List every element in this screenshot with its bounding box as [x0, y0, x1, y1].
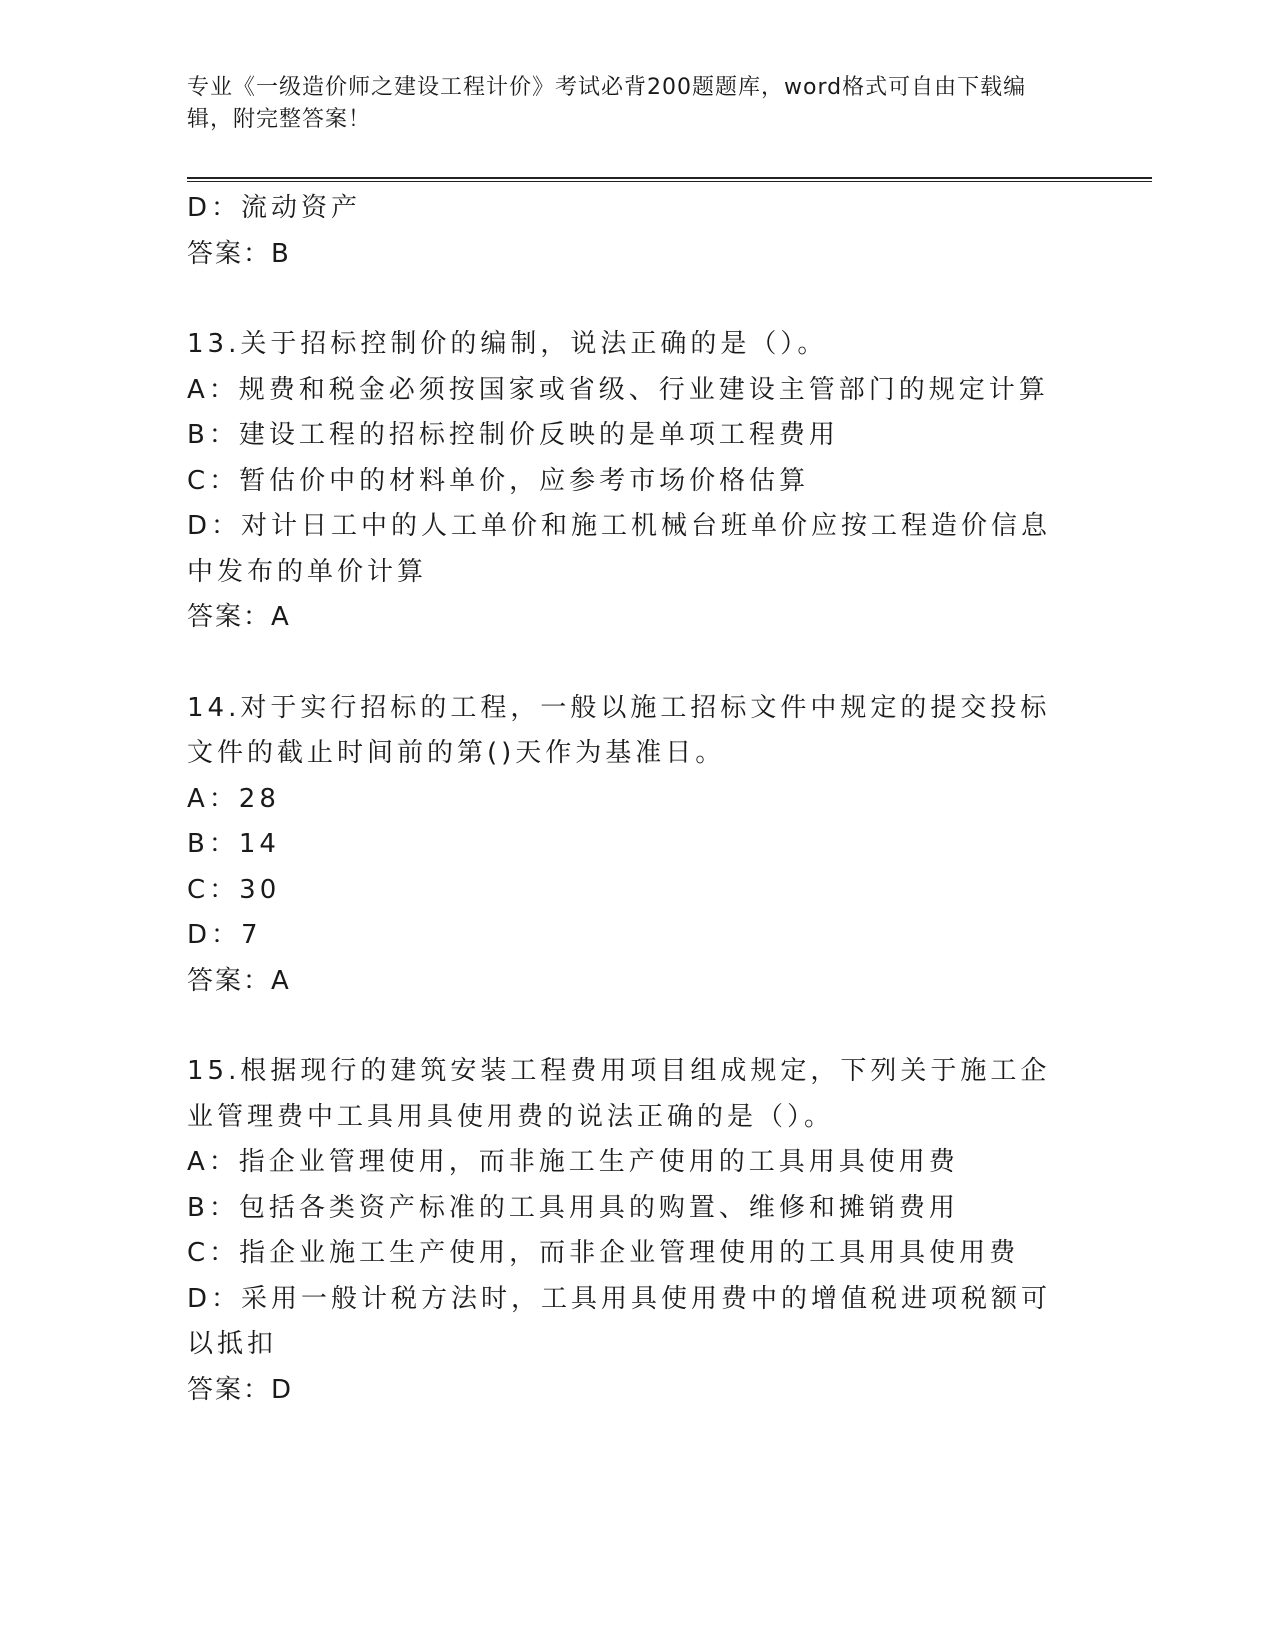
question-stem: 15.根据现行的建筑安装工程费用项目组成规定，下列关于施工企业管理费中工具用具使用费的说法正确的是（）。	[187, 1056, 1051, 1132]
option-d: D：7	[187, 920, 262, 950]
option-a: A：指企业管理使用，而非施工生产使用的工具用具使用费	[187, 1147, 959, 1177]
option-c: C：指企业施工生产使用，而非企业管理使用的工具用具使用费	[187, 1238, 1020, 1268]
option-a: A：规费和税金必须按国家或省级、行业建设主管部门的规定计算	[187, 374, 1049, 405]
question-14	[187, 686, 1067, 1005]
question-stem: 14.对于实行招标的工程，一般以施工招标文件中规定的提交投标文件的截止时间前的第()天作为基准日。	[187, 692, 1051, 768]
option-b: B：建设工程的招标控制价反映的是单项工程费用	[187, 420, 839, 450]
document-header: 专业《一级造价师之建设工程计价》考试必背200题题库，word格式可自由下载编辑，附完整答案！	[187, 75, 1027, 132]
option-c: C：30	[187, 874, 281, 905]
answer-line: 答案：D	[187, 1374, 294, 1405]
option-b: B：包括各类资产标准的工具用具的购置、维修和摊销费用	[187, 1192, 959, 1223]
option-a: A：28	[187, 783, 280, 814]
option-d: D：对计日工中的人工单价和施工机械台班单价应按工程造价信息中发布的单价计算	[187, 511, 1052, 587]
header-divider	[187, 177, 1152, 182]
answer-line: 答案：A	[187, 965, 291, 996]
option-c: C：暂估价中的材料单价，应参考市场价格估算	[187, 465, 810, 496]
option-d: D：流动资产	[187, 193, 362, 223]
option-d: D：采用一般计税方法时，工具用具使用费中的增值税进项税额可以抵扣	[187, 1283, 1052, 1359]
question-13	[187, 322, 1067, 641]
option-b: B：14	[187, 829, 280, 859]
answer-line: 答案：B	[187, 238, 291, 269]
question-15	[187, 1049, 1067, 1413]
document-body	[187, 186, 1067, 1413]
answer-line: 答案：A	[187, 602, 291, 632]
question-stem: 13.关于招标控制价的编制，说法正确的是（）。	[187, 329, 828, 359]
